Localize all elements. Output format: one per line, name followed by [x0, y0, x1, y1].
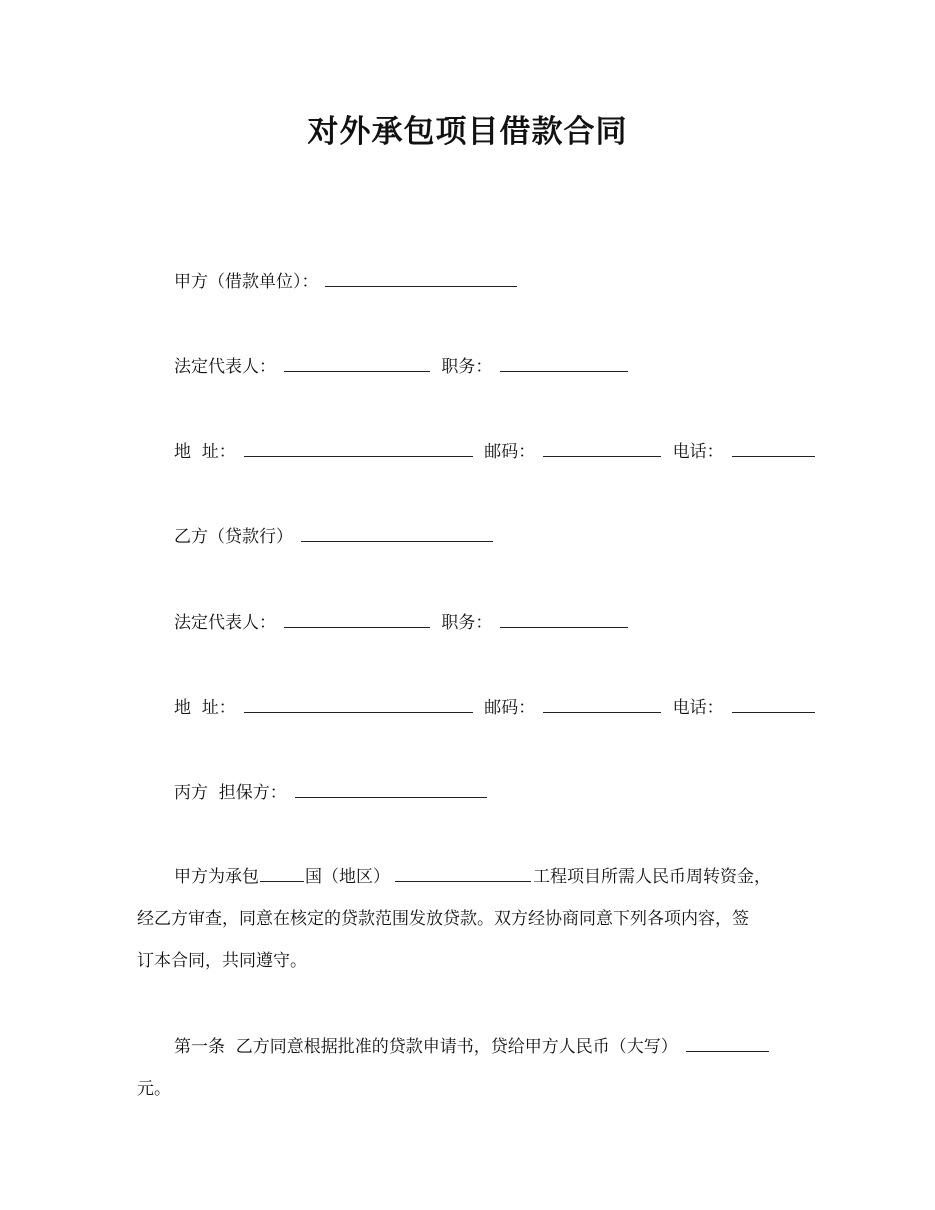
party-a-address-label: 地 址： — [174, 442, 236, 462]
party-b-rep-blank — [284, 610, 430, 628]
party-b-rep-line — [174, 610, 628, 635]
party-b-rep-label: 法定代表人： — [174, 613, 276, 633]
preamble-line-1 — [137, 856, 799, 898]
party-b-phone-label: 电话： — [672, 698, 724, 718]
party-b-address-label: 地 址： — [174, 698, 236, 718]
party-b-postcode-blank — [543, 695, 661, 713]
party-a-phone-blank — [732, 439, 815, 457]
party-b-address-line — [174, 695, 815, 720]
party-b-position-blank — [500, 610, 628, 628]
party-b-position-label: 职务： — [441, 613, 493, 633]
party-a-postcode-blank — [543, 439, 661, 457]
party-a-rep-label: 法定代表人： — [174, 357, 276, 377]
party-a-blank — [325, 269, 517, 287]
party-a-position-blank — [500, 354, 628, 372]
document-title: 对外承包项目借款合同 — [307, 114, 628, 150]
party-b-line — [174, 524, 493, 549]
article-1-paragraph — [137, 1026, 799, 1110]
party-a-rep-blank — [284, 354, 430, 372]
preamble-part-3: 工程项目所需人民币周转资金， — [533, 867, 771, 887]
party-c-line — [174, 780, 487, 805]
preamble-project-blank — [395, 864, 531, 882]
party-b-phone-blank — [732, 695, 815, 713]
party-a-line — [174, 269, 517, 294]
preamble-line-3: 订本合同，共同遵守。 — [137, 951, 307, 971]
preamble-part-2: 国（地区） — [305, 867, 390, 887]
party-c-blank — [295, 780, 487, 798]
preamble-paragraph — [137, 856, 799, 982]
party-a-position-label: 职务： — [441, 357, 493, 377]
party-a-phone-label: 电话： — [672, 442, 724, 462]
preamble-part-1: 甲方为承包 — [174, 867, 259, 887]
party-a-label: 甲方（借款单位）： — [174, 272, 319, 292]
party-b-label: 乙方（贷款行） — [174, 527, 293, 547]
party-a-rep-line — [174, 354, 628, 379]
article-1-line-1 — [137, 1026, 799, 1068]
party-b-address-blank — [244, 695, 473, 713]
party-a-address-blank — [244, 439, 473, 457]
article-1-text: 第一条 乙方同意根据批准的贷款申请书，贷给甲方人民币（大写） — [174, 1037, 678, 1057]
party-a-address-line — [174, 439, 815, 464]
party-b-blank — [301, 524, 493, 542]
preamble-country-blank — [260, 864, 304, 882]
party-c-label: 丙方 担保方： — [174, 783, 287, 803]
article-1-amount-blank — [686, 1034, 769, 1052]
article-1-line-2: 元。 — [137, 1079, 171, 1099]
party-a-postcode-label: 邮码： — [484, 442, 536, 462]
preamble-line-2: 经乙方审查，同意在核定的贷款范围发放贷款。双方经协商同意下列各项内容，签 — [137, 909, 749, 929]
party-b-postcode-label: 邮码： — [484, 698, 536, 718]
